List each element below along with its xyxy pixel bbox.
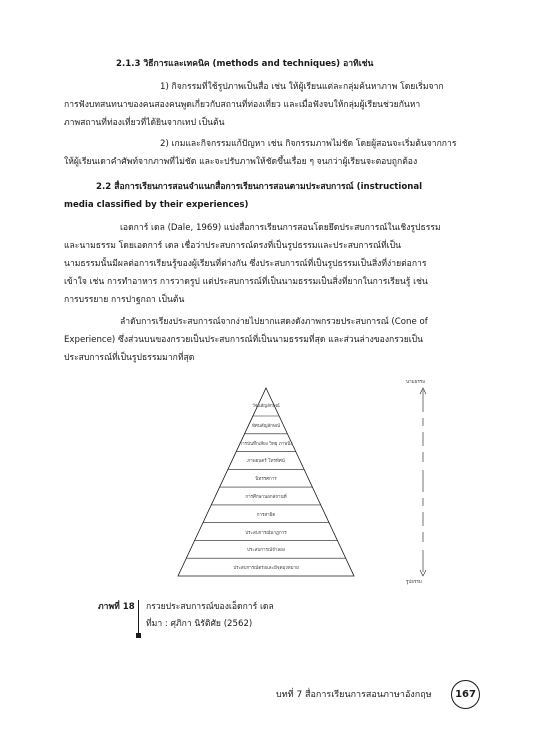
cone-level-label: การบันทึกเสียง วิทยุ ภาพนิ่ง xyxy=(239,441,293,447)
caption-bullet-icon xyxy=(136,633,141,638)
list-item-1-cont-2: ภาพสถานที่ท่องเที่ยวที่ได้ยินจากเทป เป็นต้น xyxy=(64,118,225,128)
figure-label: ภาพที่ 18 xyxy=(98,602,135,612)
cone-of-experience-figure xyxy=(170,376,480,586)
paragraph-1-line-2: และนามธรรม โดยเอดการ์ เดล เชื่อว่าประสบการณ์ตรงที่เป็นรูปธรรมและประสบการณ์ที่เป็น xyxy=(64,241,401,251)
cone-level-label: การศึกษานอกสถานที่ xyxy=(245,495,287,500)
paragraph-1-line-1: เอดการ์ เดล (Dale, 1969) แบ่งสื่อการเรียนการสอนโดยยึดประสบการณ์ในเชิงรูปธรรม xyxy=(120,223,441,233)
cone-level-label: ทัศนสัญลักษณ์ xyxy=(251,423,281,429)
cone-level-label: ประสบการณ์ตรงและมีจุดมุ่งหมาย xyxy=(233,566,299,572)
cone-level-label: การสาธิต xyxy=(256,512,276,518)
figure-source: ที่มา : ศุภิกา นิรัติศัย (2562) xyxy=(146,619,253,629)
list-item-2-cont: ให้ผู้เรียนเดาคำศัพท์จากภาพที่ไม่ชัด และจะปรับภาพให้ชัดขึ้นเรื่อย ๆ จนกว่าผู้เรียนจะตอบถูกต้อง xyxy=(64,157,418,167)
list-item-1: 1) กิจกรรมที่ใช้รูปภาพเป็นสื่อ เช่น ให้ผู้เรียนแต่ละกลุ่มค้นหาภาพ โดยเริ่มจาก xyxy=(160,82,444,92)
cone-dividers xyxy=(186,416,345,558)
paragraph-1-line-3: นามธรรมนั้นมีผลต่อการเรียนรู้ของผู้เรียนที่ต่างกัน ซึ่งประสบการณ์ที่เป็นรูปธรรมเป็นสิ่งที่ง่ายต่อการ xyxy=(64,259,427,269)
cone-level-label: วัจนสัญลักษณ์ xyxy=(252,404,280,410)
paragraph-1-line-4: เข้าใจ เช่น การทำอาหาร การวาดรูป แต่ประสบการณ์ที่เป็นนามธรรมเป็นสิ่งที่ยากในการเรียนรู้ เช่น xyxy=(64,277,428,287)
paragraph-2-line-1: ลำดับการเรียงประสบการณ์จากง่ายไปยากแสดงดังภาพกรวยประสบการณ์ (Cone of xyxy=(120,317,428,327)
list-item-1-cont-1: การฟังบทสนทนาของคนสองคนพูดเกี่ยวกับสถานที่ท่องเที่ยว และเมื่อฟังจบให้กลุ่มผู้เรียนช่วยกันหา xyxy=(64,100,421,110)
section-heading-2-2-line-2: media classified by their experiences) xyxy=(64,200,249,210)
cone-level-label: ประสบการณ์นาฏการ xyxy=(245,530,287,536)
caption-divider xyxy=(138,600,139,636)
cone-level-label: ประสบการณ์จำลอง xyxy=(247,548,285,554)
paragraph-1-line-5: การบรรยาย การปาฐกถา เป็นต้น xyxy=(64,295,185,305)
cone-level-label: ภาพยนตร์ โทรทัศน์ xyxy=(247,459,285,465)
abstract-label: นามธรรม xyxy=(406,380,426,385)
concrete-label: รูปธรรม xyxy=(406,580,422,585)
list-item-2: 2) เกมและกิจกรรมแก้ปัญหา เช่น กิจกรรมภาพไม่ชัด โดยผู้สอนจะเริ่มต้นจากการ xyxy=(160,139,457,149)
section-heading-2-1-3: 2.1.3 วิธีการและเทคนิค (methods and techniques) อาทิเช่น xyxy=(116,59,374,69)
section-heading-2-2-line-1: 2.2 สื่อการเรียนการสอนจำแนกสื่อการเรียนการสอนตามประสบการณ์ (instructional xyxy=(96,182,423,192)
footer-chapter-title: บทที่ 7 สื่อการเรียนการสอนภาษาอังกฤษ xyxy=(276,690,432,700)
cone-level-label: นิทรรศการ xyxy=(255,477,277,483)
cone-diagram xyxy=(170,376,480,586)
page-number-badge: 167 xyxy=(451,680,480,709)
paragraph-2-line-3: ประสบการณ์ที่เป็นรูปธรรมมากที่สุด xyxy=(64,353,195,363)
paragraph-2-line-2: Experience) ซึ่งส่วนบนของกรวยเป็นประสบการณ์ที่เป็นนามธรรมที่สุด และส่วนล่างของกรวยเป็น xyxy=(64,335,423,345)
figure-caption: กรวยประสบการณ์ของเอ็ดการ์ เดล xyxy=(146,602,274,612)
